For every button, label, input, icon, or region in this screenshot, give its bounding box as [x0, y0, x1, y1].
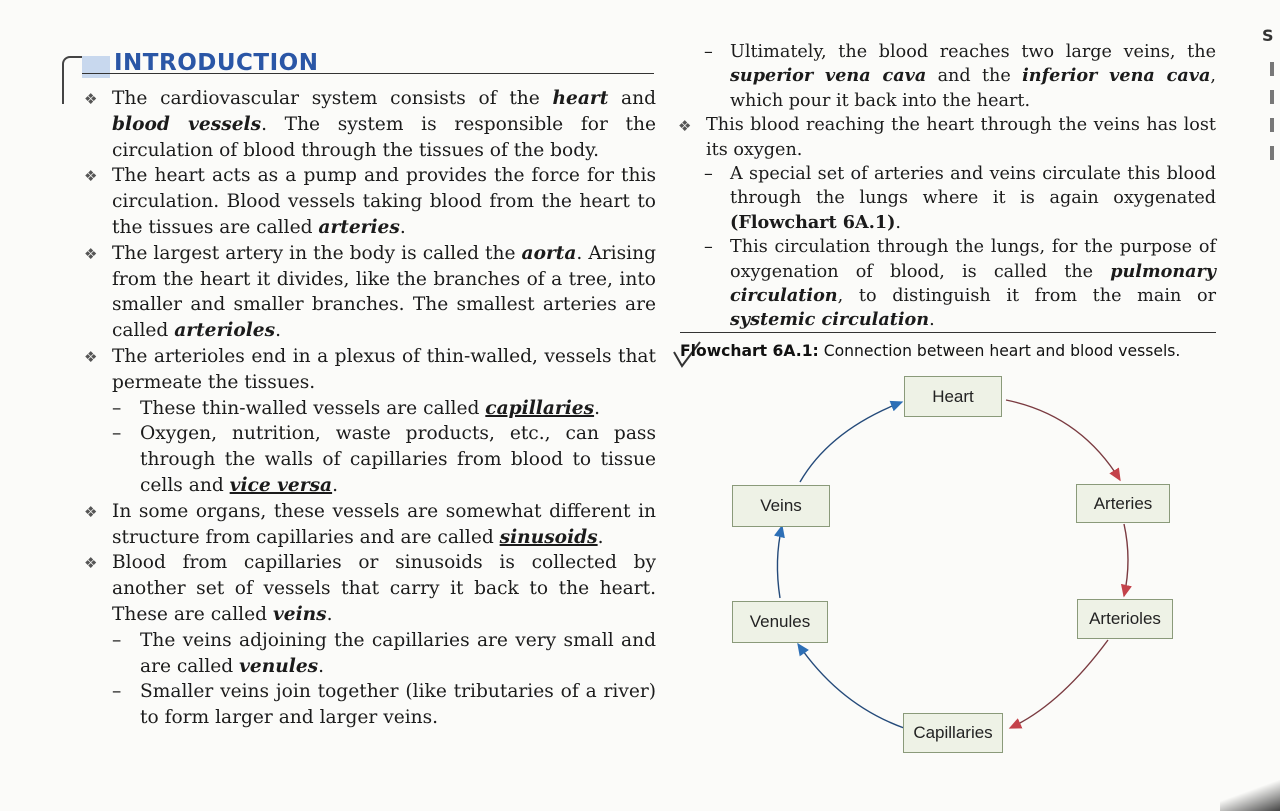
diamond-bullet-icon: ❖	[84, 554, 98, 573]
bullet-heart-pump: ❖ The heart acts as a pump and provides the force for this circulation. Blood vessels taking blood from the heart to the tissues are called arteries.	[84, 165, 656, 238]
bullet-veins: ❖ Blood from capillaries or sinusoids is collected by another set of vessels that carry it back to the heart. These are called veins.	[84, 552, 656, 625]
flowchart-reference: (Flowchart 6A.1)	[730, 211, 896, 233]
arrow-arteries-to-arterioles	[1124, 524, 1128, 596]
page-corner-shadow	[1220, 780, 1280, 811]
term-capillaries: capillaries	[485, 397, 595, 419]
term-aorta: aorta	[521, 242, 577, 264]
node-capillaries: Capillaries	[903, 713, 1003, 753]
next-page-edge-letter: S	[1262, 26, 1274, 45]
bullet-sinusoids: ❖ In some organs, these vessels are somewhat different in structure from capillaries and are called sinusoids.	[84, 500, 656, 548]
next-page-edge-marks	[1270, 62, 1280, 172]
dash-marker: –	[112, 423, 122, 445]
bullet-aorta: ❖ The largest artery in the body is called the aorta. Arising from the heart it divides, like the branches of a tree, into smaller and smaller branches. The smallest arteries are called arterioles.	[84, 242, 657, 342]
section-heading	[62, 50, 654, 86]
term-arteries: arteries	[318, 216, 400, 238]
heading-rule	[82, 73, 654, 74]
arrow-venules-to-veins	[777, 526, 782, 598]
term-inferior-vena-cava: inferior vena cava	[1022, 65, 1211, 87]
sub-exchange: – Oxygen, nutrition, waste products, etc., can pass through the walls of capillaries from blood to tissue cells and vice versa.	[112, 423, 656, 496]
sub-larger-veins: – Smaller veins join together (like tributaries of a river) to form larger and larger veins.	[112, 681, 656, 729]
sub-capillaries: – These thin-walled vessels are called capillaries.	[82, 396, 656, 422]
term-systemic-circulation: systemic circulation	[730, 309, 930, 331]
dash-marker: –	[112, 397, 122, 419]
diamond-bullet-icon: ❖	[678, 117, 692, 136]
arrow-veins-to-heart	[800, 402, 902, 482]
dash-marker: –	[704, 42, 713, 62]
dash-marker: –	[704, 237, 713, 258]
left-column	[82, 86, 656, 731]
flowchart-arrows	[680, 360, 1220, 760]
term-sinusoids: sinusoids	[499, 526, 598, 548]
dash-marker: –	[704, 164, 713, 185]
diamond-bullet-icon: ❖	[84, 167, 98, 186]
arrow-heart-to-arteries	[1006, 400, 1120, 480]
dash-marker: –	[112, 629, 122, 651]
diamond-bullet-icon: ❖	[84, 502, 98, 521]
term-arterioles: arterioles	[174, 320, 276, 342]
arrow-capillaries-to-venules	[798, 644, 904, 728]
term-blood-vessels: blood vessels	[112, 113, 262, 135]
term-vice-versa: vice versa	[229, 474, 333, 496]
node-heart: Heart	[904, 376, 1002, 417]
sub-venules: – The veins adjoining the capillaries are very small and are called venules.	[112, 629, 656, 677]
node-veins: Veins	[732, 485, 830, 527]
sub-vena-cava: – Ultimately, the blood reaches two large veins, the superior vena cava and the inferior vena cava, which pour it back into the heart.	[704, 42, 1216, 111]
bullet-lost-oxygen: ❖ This blood reaching the heart through the veins has lost its oxygen.	[678, 115, 1216, 160]
bullet-plexus: ❖ The arterioles end in a plexus of thin-walled, vessels that permeate the tissues.	[84, 345, 656, 393]
bullet-cardiovascular-system: ❖ The cardiovascular system consists of the heart and blood vessels. The system is responsible for the circulation of blood through the tissues of the body.	[84, 88, 656, 161]
term-pulmonary-circulation: pulmonary circulation	[730, 260, 1216, 307]
flowchart-caption-text: Connection between heart and blood vessels.	[818, 342, 1181, 360]
diamond-bullet-icon: ❖	[84, 90, 98, 108]
node-arterioles: Arterioles	[1077, 599, 1173, 639]
term-superior-vena-cava: superior vena cava	[730, 65, 927, 87]
right-column	[676, 40, 1216, 333]
node-venules: Venules	[732, 601, 828, 643]
term-veins: veins	[272, 603, 327, 625]
term-heart: heart	[552, 88, 609, 109]
flowchart-caption	[680, 332, 1216, 360]
flowchart-label: Flowchart 6A.1:	[680, 342, 819, 360]
arrow-arterioles-to-capillaries	[1010, 640, 1108, 728]
section-title: INTRODUCTION	[114, 50, 319, 76]
heading-shade	[82, 56, 110, 78]
sub-lungs: – A special set of arteries and veins circulate this blood through the lungs where it is again oxygenated (Flowchart 6A.1).	[704, 164, 1216, 233]
term-venules: venules	[239, 655, 319, 677]
diamond-bullet-icon: ❖	[84, 347, 98, 366]
dash-marker: –	[112, 681, 122, 703]
sub-pulmonary: – This circulation through the lungs, for the purpose of oxygenation of blood, is called the pulmonary circulation, to distinguish it from the main or systemic circulation.	[704, 237, 1216, 331]
diamond-bullet-icon: ❖	[84, 244, 98, 263]
node-arteries: Arteries	[1076, 484, 1170, 523]
